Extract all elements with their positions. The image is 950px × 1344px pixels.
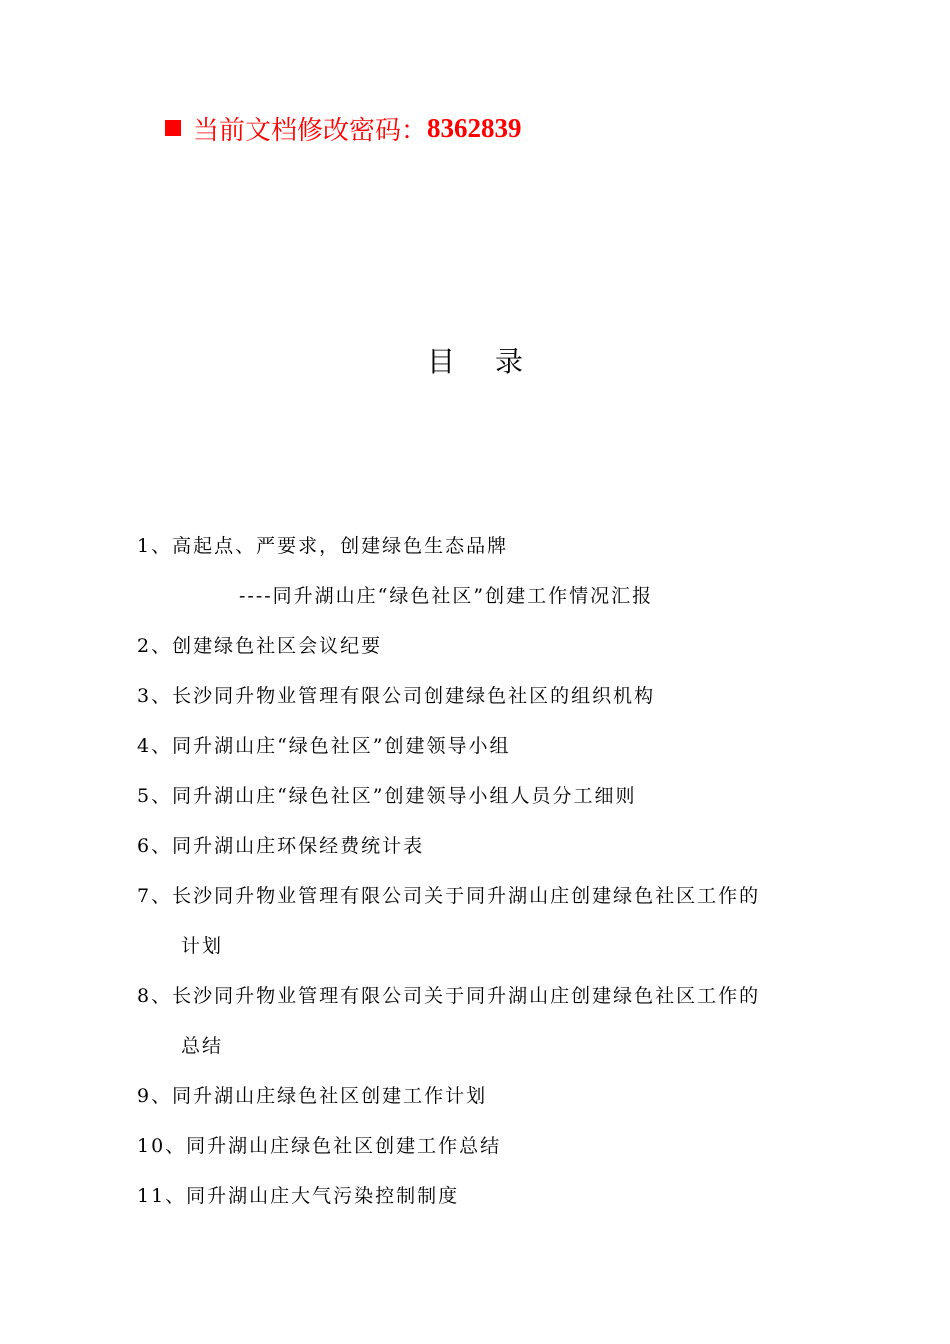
- red-square-icon: [165, 120, 181, 136]
- toc-item-1[interactable]: 1、高起点、严要求，创建绿色生态品牌: [137, 535, 509, 557]
- toc-item-6[interactable]: 6、同升湖山庄环保经费统计表: [137, 835, 425, 857]
- toc-item-9[interactable]: 9、同升湖山庄绿色社区创建工作计划: [137, 1085, 488, 1107]
- toc-item-11[interactable]: 11、同升湖山庄大气污染控制制度: [137, 1185, 460, 1207]
- toc-item-8[interactable]: 8、长沙同升物业管理有限公司关于同升湖山庄创建绿色社区工作的: [137, 985, 761, 1007]
- toc-item-5[interactable]: 5、同升湖山庄“绿色社区”创建领导小组人员分工细则: [137, 785, 637, 807]
- toc-item-3[interactable]: 3、长沙同升物业管理有限公司创建绿色社区的组织机构: [137, 685, 656, 707]
- password-notice: [165, 108, 522, 148]
- toc-item-8-continued[interactable]: 总结: [181, 1035, 224, 1057]
- table-of-contents: [137, 526, 837, 1226]
- toc-item-1-subtitle[interactable]: ----同升湖山庄“绿色社区”创建工作情况汇报: [239, 585, 654, 607]
- toc-item-2[interactable]: 2、创建绿色社区会议纪要: [137, 635, 383, 657]
- toc-title: 目录: [426, 345, 563, 378]
- notice-label: 当前文档修改密码：: [193, 115, 428, 146]
- toc-item-7[interactable]: 7、长沙同升物业管理有限公司关于同升湖山庄创建绿色社区工作的: [137, 885, 761, 907]
- password-code: 8362839: [427, 112, 522, 143]
- toc-item-10[interactable]: 10、同升湖山庄绿色社区创建工作总结: [137, 1135, 502, 1157]
- toc-item-7-continued[interactable]: 计划: [181, 935, 224, 957]
- toc-item-4[interactable]: 4、同升湖山庄“绿色社区”创建领导小组: [137, 735, 511, 757]
